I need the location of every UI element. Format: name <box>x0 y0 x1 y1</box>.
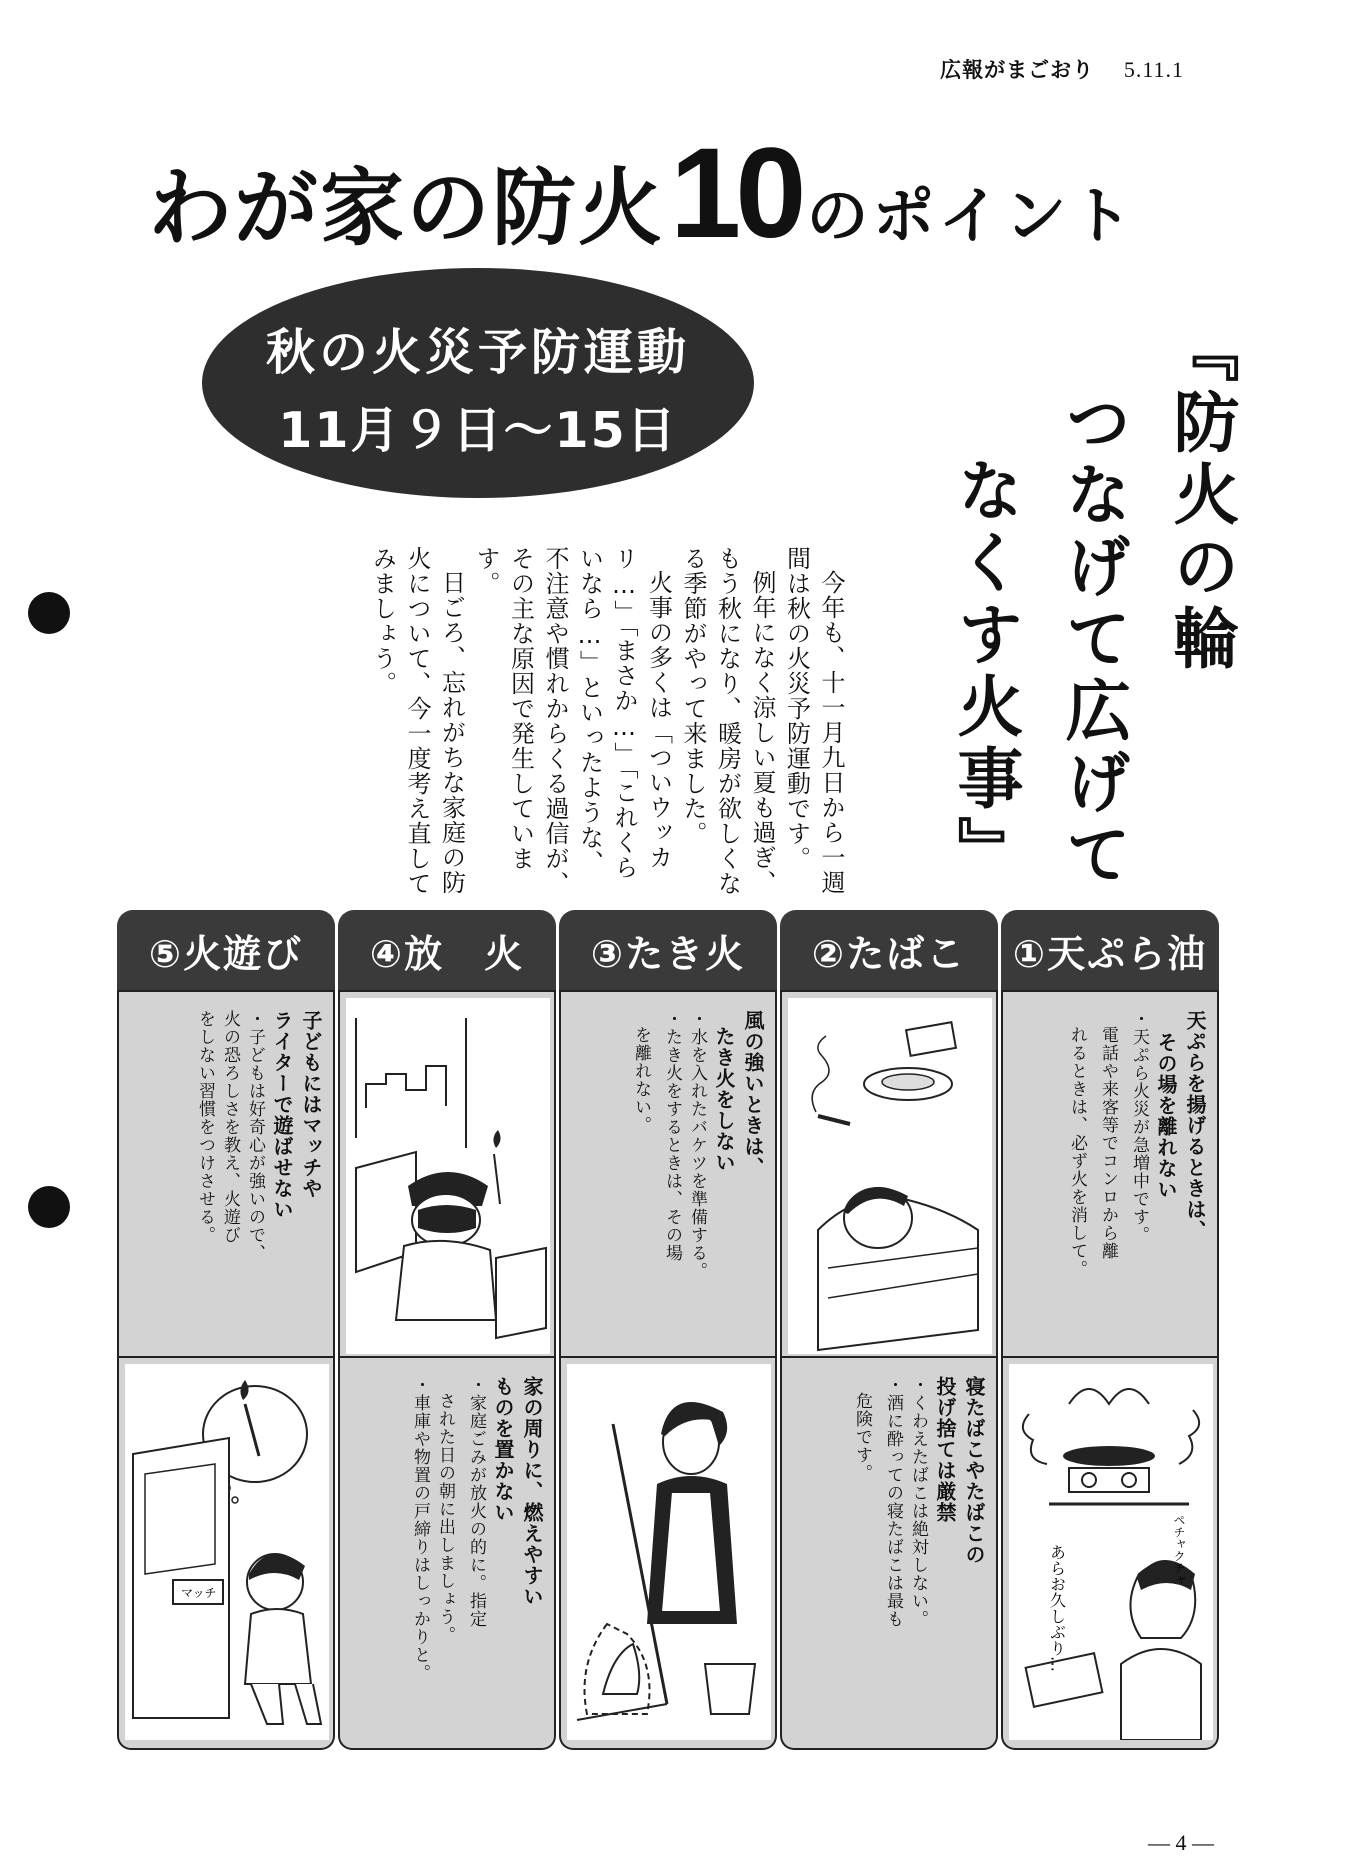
point-top-cell <box>1001 990 1219 1358</box>
slogan-line3: なくす火事』 <box>946 456 1023 888</box>
point-bold-line: ライターで遊ばせない <box>270 1010 294 1220</box>
point-bottom-cell <box>559 1358 777 1750</box>
point-top-cell <box>117 990 335 1358</box>
point-note: れるときは、必ず火を消して。 <box>1067 1026 1087 1278</box>
points-grid <box>117 910 1245 1750</box>
point-note: を離れない。 <box>631 1026 651 1134</box>
page-title <box>148 120 1228 265</box>
point-bold-line: 家の周りに、燃えやすい <box>520 1376 544 1607</box>
campaign-oval <box>202 268 754 498</box>
point-note: ・水を入れたバケツを準備する。 <box>687 1010 707 1280</box>
point-note: ・くわえたばこは絶対しない。 <box>908 1376 928 1628</box>
publication-name: 広報がまごおり <box>940 58 1095 82</box>
arsonist-illustration <box>346 998 550 1354</box>
punch-hole <box>28 592 70 634</box>
page-number: — 4 — <box>1148 1830 1214 1855</box>
point-column-tobacco <box>780 910 998 1750</box>
page-header <box>940 54 1184 84</box>
point-text <box>407 1376 546 1726</box>
sound-text: ペチャクチャ <box>1172 1514 1186 1586</box>
point-note: された日の朝に出しましょう。 <box>435 1392 455 1644</box>
punch-hole <box>28 1186 70 1228</box>
point-note: 電話や来客等でコンロから離 <box>1098 1026 1118 1260</box>
point-heading: ①天ぷら油 <box>1001 910 1219 990</box>
point-note: ・天ぷら火災が急増中です。 <box>1129 1010 1149 1244</box>
point-text <box>849 1376 988 1716</box>
title-part1: わが家の防火 <box>148 159 665 257</box>
sleeping-smoker-illustration <box>788 998 992 1354</box>
point-column-arson <box>338 910 556 1750</box>
intro-text <box>365 546 848 898</box>
issue-date: 5.11.1 <box>1123 57 1184 82</box>
point-note: ・家庭ごみが放火の的に。指定 <box>466 1376 486 1628</box>
point-bottom-cell <box>338 1358 556 1750</box>
point-note: 火の恐ろしさを教え、火遊び <box>220 1010 240 1244</box>
point-bold-line: ものを置かない <box>491 1376 515 1523</box>
point-heading: ②たばこ <box>780 910 998 990</box>
matchbox-label: マッチ <box>181 1586 217 1600</box>
bonfire-woman-illustration <box>567 1364 771 1740</box>
slogan-line2: つなげて広げて <box>1054 388 1131 892</box>
point-note: をしない習慣をつけさせる。 <box>195 1010 215 1244</box>
speech-text: あらお久しぶり… <box>1047 1544 1067 1672</box>
point-note: 危険です。 <box>852 1392 872 1482</box>
point-top-cell <box>780 990 998 1358</box>
intro-paragraph: 日ごろ、忘れがちな家庭の防火について、今一度考え直してみましょう。 <box>368 546 466 896</box>
point-note: ・酒に酔っての寝たばこは最も <box>883 1376 903 1628</box>
point-column-tempura <box>1001 910 1219 1750</box>
slogan <box>930 316 1254 906</box>
point-bottom-cell <box>780 1358 998 1750</box>
point-bold-line: 天ぷらを揚げるときは、 <box>1183 1010 1207 1241</box>
point-bold-line: 寝たばこやたばこの <box>962 1376 986 1565</box>
campaign-period: 11月９日〜15日 <box>278 402 678 459</box>
intro-paragraph: 例年になく涼しい夏も過ぎ、もう秋になり、暖房が欲しくなる季節がやって来ました。 <box>679 546 776 896</box>
point-note: ・車庫や物置の戸締りはしっかりと。 <box>410 1376 430 1682</box>
point-heading: ③たき火 <box>559 910 777 990</box>
child-match-illustration <box>125 1364 329 1740</box>
point-bold-line: 風の強いときは、 <box>741 1010 765 1178</box>
tempura-phone-illustration <box>1009 1364 1213 1740</box>
point-bottom-cell <box>117 1358 335 1750</box>
point-bold-line: たき火をしない <box>712 1026 736 1173</box>
point-bold-line: その場を離れない <box>1154 1032 1178 1200</box>
point-top-cell <box>559 990 777 1358</box>
point-note: ・たき火をするときは、その場 <box>662 1010 682 1262</box>
point-column-bonfire <box>559 910 777 1750</box>
point-column-playing-with-fire <box>117 910 335 1750</box>
slogan-line1: 『防火の輪 <box>1162 316 1239 676</box>
title-part2: のポイント <box>806 179 1137 252</box>
title-number: 10 <box>670 122 801 265</box>
intro-paragraph: 火事の多くは「ついウッカリ…」「まさか…」「これくらいなら…」といったような、不注意や慣れからくる過信が、その主な原因で発生しています。 <box>472 546 673 896</box>
point-note: ・子どもは好奇心が強いので、 <box>245 1010 265 1262</box>
point-text <box>1064 1010 1209 1310</box>
point-text <box>192 1010 325 1340</box>
point-heading: ⑤火遊び <box>117 910 335 990</box>
point-bottom-cell <box>1001 1358 1219 1750</box>
point-text <box>628 1010 767 1340</box>
point-heading: ④放 火 <box>338 910 556 990</box>
intro-paragraph: 今年も、十一月九日から一週間は秋の火災予防運動です。 <box>782 546 845 895</box>
point-bold-line: 子どもにはマッチや <box>299 1010 323 1199</box>
point-bold-line: 投げ捨ては厳禁 <box>933 1376 957 1523</box>
campaign-name: 秋の火災予防運動 <box>265 324 690 381</box>
point-top-cell <box>338 990 556 1358</box>
